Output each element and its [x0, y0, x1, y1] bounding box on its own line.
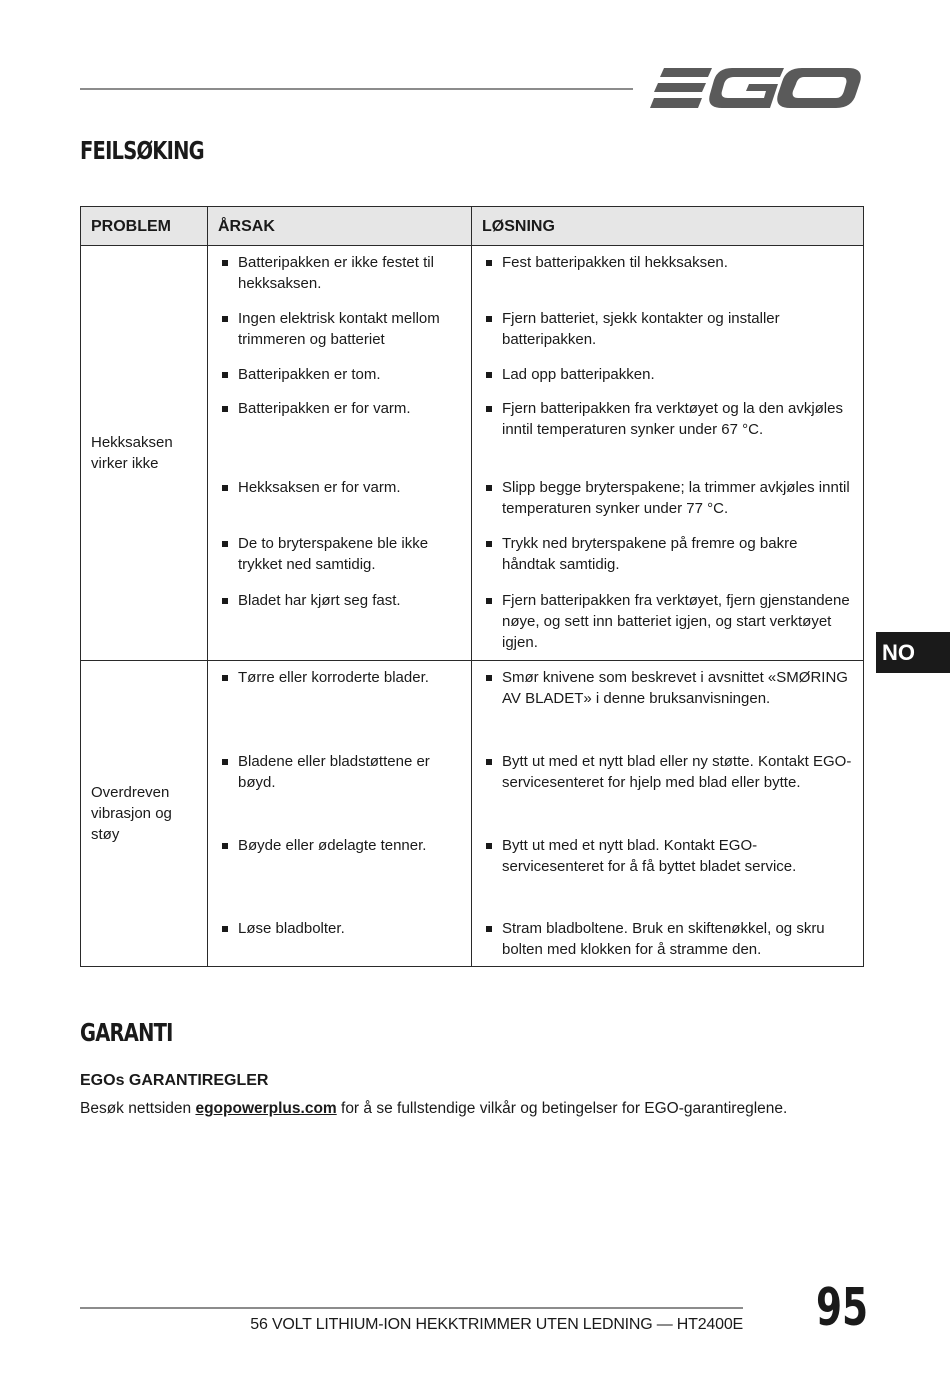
solution-item: Lad opp batteripakken.	[484, 364, 853, 398]
cause-item: Batteripakken er ikke festet til hekksaksen.	[220, 252, 461, 308]
solution-item: Stram bladboltene. Bruk en skiftenøkkel, og skru bolten med klokken for å stramme den.	[484, 918, 853, 962]
cause-item: Hekksaksen er for varm.	[220, 477, 461, 533]
ego-logo	[650, 62, 862, 114]
table-row	[81, 661, 864, 967]
cause-item: Batteripakken er tom.	[220, 364, 461, 398]
solution-item: Smør knivene som beskrevet i avsnittet «SMØRING AV BLADET» i denne bruksanvisningen.	[484, 667, 853, 751]
warranty-link[interactable]: egopowerplus.com	[195, 1100, 337, 1117]
solution-item: Fjern batteripakken fra verktøyet og la den avkjøles inntil temperaturen synker under 67 °C.	[484, 398, 853, 477]
solution-cell	[472, 661, 864, 967]
solution-item: Slipp begge bryterspakene; la trimmer avkjøles inntil temperaturen synker under 77 °C.	[484, 477, 853, 533]
troubleshooting-title: FEILSØKING	[80, 136, 204, 165]
cause-item: Ingen elektrisk kontakt mellom trimmeren og batteriet	[220, 308, 461, 364]
table-row	[81, 246, 864, 661]
cause-item: Bladet har kjørt seg fast.	[220, 590, 461, 656]
cause-item: Løse bladbolter.	[220, 918, 461, 962]
column-header-solution: LØSNING	[472, 207, 864, 246]
cause-cell	[208, 661, 472, 967]
table-header-row	[81, 207, 864, 246]
cause-cell	[208, 246, 472, 661]
problem-cell: Overdreven vibrasjon og støy	[81, 661, 208, 967]
solution-item: Fjern batteripakken fra verktøyet, fjern gjenstandene nøye, og sett inn batteriet igjen, og start verktøyet igjen.	[484, 590, 853, 656]
solution-item: Fest batteripakken til hekksaksen.	[484, 252, 853, 308]
page-number: 95	[816, 1278, 869, 1338]
cause-item: Batteripakken er for varm.	[220, 398, 461, 477]
header-rule	[80, 88, 633, 90]
column-header-problem: PROBLEM	[81, 207, 208, 246]
warranty-text-after: for å se fullstendige vilkår og betingelser for EGO-garantireglene.	[336, 1100, 788, 1117]
column-header-cause: ÅRSAK	[208, 207, 472, 246]
warranty-text	[80, 1100, 787, 1118]
footer-product-title: 56 VOLT LITHIUM-ION HEKKTRIMMER UTEN LEDNING — HT2400E	[250, 1316, 743, 1333]
language-tab: NO	[876, 632, 950, 673]
cause-item: Tørre eller korroderte blader.	[220, 667, 461, 751]
cause-item: De to bryterspakene ble ikke trykket ned samtidig.	[220, 533, 461, 590]
footer-rule	[80, 1307, 743, 1309]
troubleshooting-table	[80, 206, 864, 967]
cause-item: Bladene eller bladstøttene er bøyd.	[220, 751, 461, 835]
solution-item: Fjern batteriet, sjekk kontakter og installer batteripakken.	[484, 308, 853, 364]
cause-item: Bøyde eller ødelagte tenner.	[220, 835, 461, 918]
warranty-subtitle: EGOs GARANTIREGLER	[80, 1072, 269, 1089]
solution-item: Bytt ut med et nytt blad eller ny støtte. Kontakt EGO-servicesenteret for hjelp med blad eller bytte.	[484, 751, 853, 835]
problem-cell: Hekksaksen virker ikke	[81, 246, 208, 661]
solution-cell	[472, 246, 864, 661]
warranty-title: GARANTI	[80, 1018, 173, 1047]
solution-item: Trykk ned bryterspakene på fremre og bakre håndtak samtidig.	[484, 533, 853, 590]
warranty-text-before: Besøk nettsiden	[80, 1100, 196, 1117]
solution-item: Bytt ut med et nytt blad. Kontakt EGO-servicesenteret for å få byttet bladet service.	[484, 835, 853, 918]
